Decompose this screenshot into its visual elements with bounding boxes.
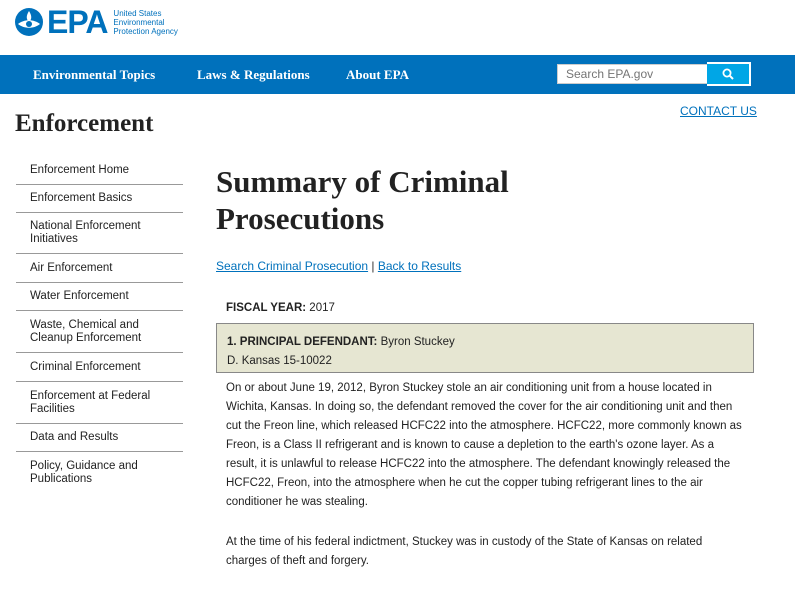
contact-us-link[interactable]: CONTACT US — [680, 104, 757, 118]
defendant-label: 1. PRINCIPAL DEFENDANT: — [227, 336, 378, 348]
search-button[interactable] — [707, 62, 751, 86]
search-icon — [722, 68, 734, 80]
search-input[interactable] — [557, 64, 707, 84]
sidebar-item-criminal-enforcement[interactable]: Criminal Enforcement — [16, 353, 183, 382]
epa-flower-icon — [14, 7, 44, 37]
defendant-line — [227, 333, 743, 352]
sidebar-item-policy-guidance[interactable]: Policy, Guidance and Publications — [30, 459, 138, 485]
defendant-name: Byron Stuckey — [380, 336, 455, 348]
agency-line: United States — [113, 8, 162, 18]
sidebar-nav — [16, 157, 183, 493]
nav-environmental-topics[interactable]: Environmental Topics — [33, 67, 156, 82]
defendant-box — [216, 323, 754, 373]
page-title: Summary of Criminal Prosecutions — [216, 164, 509, 236]
fiscal-year-label: FISCAL YEAR: — [226, 302, 307, 314]
agency-line: Environmental — [113, 17, 165, 27]
result-links — [216, 259, 461, 273]
defendant-detail: D. Kansas 15-10022 — [227, 355, 332, 367]
case-summary-paragraph: On or about June 19, 2012, Byron Stuckey stole an air conditioning unit from a house located in Wichita, Kansas. In doing so, the defendant removed the cover for the air conditioning unit and then cut the Freon line, which released HCFC22 into the atmosphere. HCFC22, more commonly known as Freon, is a Class II refrigerant and is known to cause a depletion to the earth's ozone layer. As a result, it is unlawful to release HCFC22 into the atmosphere. The defendant knowingly released the HCFC22, Freon, into the atmosphere when he cut the copper tubing refrigerant lines to the air conditioner he was stealing. — [226, 382, 742, 508]
custody-paragraph: At the time of his federal indictment, Stuckey was in custody of the State of Kansas on related charges of theft and forgery. — [226, 536, 703, 567]
sidebar-item-waste-chemical-cleanup[interactable]: Waste, Chemical and Cleanup Enforcement — [16, 311, 183, 353]
link-separator: | — [371, 259, 375, 273]
nav-laws-regulations[interactable]: Laws & Regulations — [197, 67, 310, 82]
epa-logo-text: EPA — [47, 4, 108, 40]
sidebar-item-federal-facilities[interactable]: Enforcement at Federal Facilities — [16, 382, 183, 424]
nav-about-epa[interactable]: About EPA — [346, 67, 409, 82]
sidebar-item-enforcement-basics[interactable]: Enforcement Basics — [16, 185, 183, 213]
sidebar-item-enforcement-home[interactable]: Enforcement Home — [16, 157, 183, 185]
fiscal-year-value: 2017 — [309, 302, 335, 314]
sidebar-item-water-enforcement[interactable]: Water Enforcement — [16, 283, 183, 311]
search-criminal-prosecution-link[interactable]: Search Criminal Prosecution — [216, 259, 369, 273]
section-title: Enforcement — [15, 110, 154, 137]
search-form — [557, 64, 751, 88]
epa-logo[interactable] — [14, 6, 178, 38]
sidebar-item-air-enforcement[interactable]: Air Enforcement — [16, 254, 183, 283]
sidebar-item-national-enforcement-initiatives[interactable]: National Enforcement Initiatives — [16, 213, 183, 254]
agency-line: Protection Agency — [113, 26, 178, 36]
back-to-results-link[interactable]: Back to Results — [377, 259, 462, 273]
agency-name — [113, 9, 177, 36]
fiscal-year — [226, 302, 335, 314]
sidebar-item-data-and-results[interactable]: Data and Results — [16, 424, 183, 452]
